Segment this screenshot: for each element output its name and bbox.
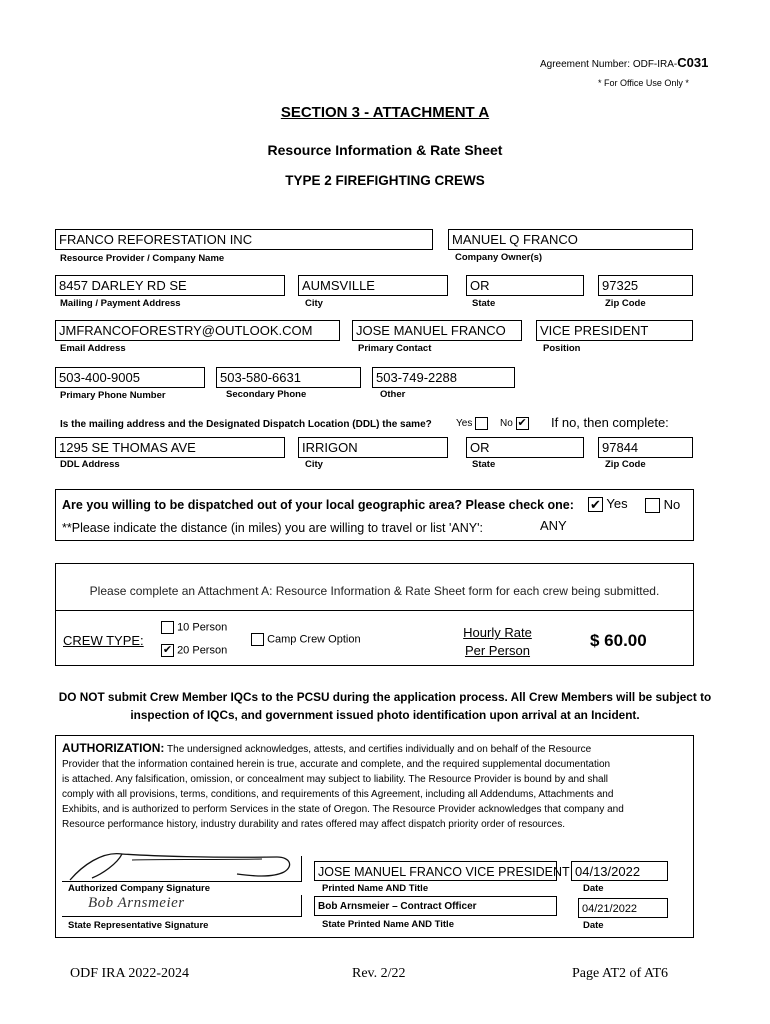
- authorization-line-6: Resource performance history, industry durability and rates offered may affect dispatch priority order of resources.: [62, 819, 566, 830]
- owner-field[interactable]: MANUEL Q FRANCO: [448, 229, 693, 250]
- crew-20-option[interactable]: [161, 644, 227, 657]
- ddl-city-label: City: [305, 459, 323, 470]
- primary-phone-field[interactable]: 503-400-9005: [55, 367, 205, 388]
- ddl-zip-label: Zip Code: [605, 459, 646, 470]
- ddl-if-no: If no, then complete:: [551, 415, 669, 430]
- crew-10-checkbox[interactable]: [161, 621, 174, 634]
- crew-10-label: 10 Person: [177, 621, 228, 634]
- dispatch-no-checkbox[interactable]: [645, 498, 660, 513]
- crew-type-title: TYPE 2 FIREFIGHTING CREWS: [285, 173, 485, 188]
- company-signature-image: [62, 846, 302, 886]
- camp-crew-label: Camp Crew Option: [267, 633, 361, 646]
- camp-crew-checkbox[interactable]: [251, 633, 264, 646]
- state-printed-name-field[interactable]: Bob Arnsmeier – Contract Officer: [314, 896, 557, 916]
- agreement-code: C031: [677, 55, 709, 70]
- company-name-label: Resource Provider / Company Name: [60, 253, 225, 264]
- notice-line1: DO NOT submit Crew Member IQCs to the PCSU during the application process. All Crew Members will be subject to: [58, 690, 712, 704]
- authorization-line-4: comply with all provisions, terms, conditions, and requirements of this Agreement, including all Addendums, Attachments and: [62, 789, 614, 800]
- mailing-state-field[interactable]: OR: [466, 275, 584, 296]
- dispatch-yes-label: Yes: [606, 496, 628, 511]
- ddl-state-field[interactable]: OR: [466, 437, 584, 458]
- mailing-zip-field[interactable]: 97325: [598, 275, 693, 296]
- crew-instruction: Please complete an Attachment A: Resource Information & Rate Sheet form for each crew being submitted.: [89, 584, 660, 598]
- authorization-heading: AUTHORIZATION:: [62, 741, 165, 755]
- crew-divider: [55, 610, 694, 611]
- other-phone-field[interactable]: 503-749-2288: [372, 367, 515, 388]
- ddl-no-option[interactable]: [500, 417, 529, 430]
- ddl-no-label: No: [500, 418, 513, 430]
- primary-contact-label: Primary Contact: [358, 343, 432, 354]
- secondary-phone-field[interactable]: 503-580-6631: [216, 367, 361, 388]
- dispatch-yes-checkbox[interactable]: ✔: [588, 497, 603, 512]
- state-signature-text: Bob Arnsmeier: [88, 895, 185, 911]
- mailing-address-field[interactable]: 8457 DARLEY RD SE: [55, 275, 285, 296]
- distance-note: **Please indicate the distance (in miles) you are willing to travel or list 'ANY':: [62, 521, 483, 535]
- position-label: Position: [543, 343, 581, 354]
- position-field[interactable]: VICE PRESIDENT: [536, 320, 693, 341]
- company-name-field[interactable]: FRANCO REFORESTATION INC: [55, 229, 433, 250]
- mailing-address-label: Mailing / Payment Address: [60, 298, 181, 309]
- ddl-no-checkbox[interactable]: ✔: [517, 417, 527, 429]
- secondary-phone-label: Secondary Phone: [226, 389, 307, 400]
- dispatch-no-label: No: [663, 497, 681, 512]
- agreement-label: Agreement Number: ODF-IRA-: [540, 59, 678, 70]
- mailing-city-label: City: [305, 298, 323, 309]
- rate-value[interactable]: $ 60.00: [590, 631, 647, 650]
- company-signature-label: Authorized Company Signature: [68, 883, 210, 894]
- dispatch-question: Are you willing to be dispatched out of your local geographic area? Please check one:: [62, 498, 574, 512]
- state-date-field[interactable]: 04/21/2022: [578, 898, 668, 918]
- ddl-state-label: State: [472, 459, 496, 470]
- authorization-line-2: Provider that the information contained herein is true, accurate and complete, and the required supplemental documentation: [62, 759, 611, 770]
- date-label: Date: [583, 883, 604, 894]
- authorization-line-1: The undersigned acknowledges, attests, and certifies individually and on behalf of the Resource: [167, 744, 592, 755]
- owner-label: Company Owner(s): [455, 252, 543, 263]
- state-printed-name-label: State Printed Name AND Title: [322, 919, 454, 930]
- ddl-zip-field[interactable]: 97844: [598, 437, 693, 458]
- rate-label-line2: Per Person: [464, 643, 531, 658]
- crew-type-label: CREW TYPE:: [63, 633, 144, 648]
- footer-center: Rev. 2/22: [352, 966, 406, 981]
- authorization-text: [62, 741, 692, 832]
- dispatch-yes-option[interactable]: [588, 496, 628, 512]
- crew-10-option[interactable]: [161, 621, 227, 634]
- ddl-question: Is the mailing address and the Designated Dispatch Location (DDL) the same?: [60, 419, 432, 430]
- footer-right: Page AT2 of AT6: [572, 966, 669, 981]
- company-signature-field[interactable]: [62, 856, 302, 882]
- state-signature-label: State Representative Signature: [68, 920, 209, 931]
- email-label: Email Address: [60, 343, 126, 354]
- mailing-state-label: State: [472, 298, 496, 309]
- ddl-yes-option[interactable]: [456, 417, 488, 430]
- primary-phone-label: Primary Phone Number: [60, 390, 166, 401]
- email-field[interactable]: JMFRANCOFORESTRY@OUTLOOK.COM: [55, 320, 340, 341]
- ddl-yes-checkbox[interactable]: [475, 417, 488, 430]
- authorization-line-3: is attached. Any falsification, omission, or concealment may subject to liability. The Resource Provider is bound by and shall: [62, 774, 609, 785]
- crew-20-label: 20 Person: [177, 644, 228, 657]
- notice-line2: inspection of IQCs, and government issued photo identification upon arrival at an Incident.: [130, 708, 640, 722]
- primary-contact-field[interactable]: JOSE MANUEL FRANCO: [352, 320, 522, 341]
- mailing-zip-label: Zip Code: [605, 298, 646, 309]
- office-use-note: * For Office Use Only *: [598, 78, 689, 88]
- ddl-yes-label: Yes: [456, 418, 473, 430]
- ddl-city-field[interactable]: IRRIGON: [298, 437, 448, 458]
- mailing-city-field[interactable]: AUMSVILLE: [298, 275, 448, 296]
- ddl-address-label: DDL Address: [60, 459, 120, 470]
- ddl-address-field[interactable]: 1295 SE THOMAS AVE: [55, 437, 285, 458]
- agreement-number: [540, 55, 708, 70]
- authorization-line-5: Exhibits, and is authorized to perform Services in the state of Oregon. The Resource Provider acknowledges that company and: [62, 804, 624, 815]
- footer-left: ODF IRA 2022-2024: [70, 966, 190, 981]
- distance-value[interactable]: ANY: [540, 518, 567, 533]
- printed-name-label: Printed Name AND Title: [322, 883, 429, 894]
- other-phone-label: Other: [380, 389, 406, 400]
- camp-crew-option[interactable]: [251, 633, 361, 646]
- section-title: SECTION 3 - ATTACHMENT A: [280, 104, 490, 121]
- rate-label: [440, 624, 555, 660]
- state-date-label: Date: [583, 920, 604, 931]
- date-field[interactable]: 04/13/2022: [571, 861, 668, 881]
- crew-20-checkbox[interactable]: ✔: [162, 644, 173, 656]
- dispatch-no-option[interactable]: [645, 497, 680, 513]
- rate-label-line1: Hourly Rate: [463, 625, 532, 640]
- sheet-title: Resource Information & Rate Sheet: [267, 142, 503, 158]
- printed-name-field[interactable]: JOSE MANUEL FRANCO VICE PRESIDENT: [314, 861, 557, 881]
